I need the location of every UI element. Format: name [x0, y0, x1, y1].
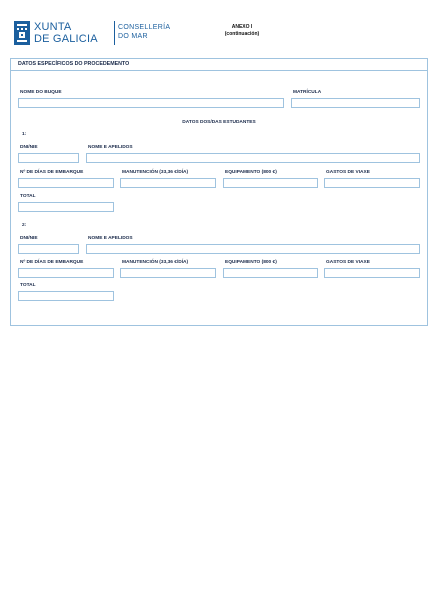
student-2-id-field[interactable]	[18, 244, 79, 254]
student-1-total-field[interactable]	[18, 202, 114, 212]
student-1-id-label: DNI/NIE	[20, 145, 38, 150]
student-2-travel-label: GASTOS DE VIAXE	[326, 260, 370, 265]
registration-label: MATRÍCULA	[293, 90, 322, 95]
student-1-maintenance-field[interactable]	[120, 178, 216, 188]
student-2-equipment-field[interactable]	[223, 268, 318, 278]
students-title: DATOS DOS/DAS ESTUDANTES	[182, 120, 256, 125]
student-2-travel-field[interactable]	[324, 268, 420, 278]
xunta-crest-icon	[14, 21, 30, 45]
student-2-name-label: NOME E APELIDOS	[88, 236, 133, 241]
student-1-total-label: TOTAL	[20, 194, 36, 199]
student-1-equipment-label: EQUIPAMENTO (800 €)	[225, 170, 277, 175]
student-1-number: 1:	[22, 132, 27, 137]
student-2-total-label: TOTAL	[20, 283, 36, 288]
student-2-name-field[interactable]	[86, 244, 420, 254]
student-1-id-field[interactable]	[18, 153, 79, 163]
student-2-equipment-label: EQUIPAMENTO (800 €)	[225, 260, 277, 265]
logo-wordmark	[34, 21, 98, 45]
student-2-days-field[interactable]	[18, 268, 114, 278]
xunta-logo	[14, 20, 171, 46]
department-line-2: DO MAR	[118, 33, 148, 40]
annex-title: ANEXO I	[231, 24, 253, 30]
student-1-name-field[interactable]	[86, 153, 420, 163]
department-line-1: CONSELLERÍA	[118, 24, 171, 31]
student-2-id-label: DNI/NIE	[20, 236, 38, 241]
student-1-travel-label: GASTOS DE VIAXE	[326, 170, 370, 175]
student-2-maintenance-field[interactable]	[120, 268, 216, 278]
vessel-name-field[interactable]	[18, 98, 284, 108]
student-1-travel-field[interactable]	[324, 178, 420, 188]
student-2-maintenance-label: MANUTENCIÓN (33,36 €/DÍA)	[122, 260, 189, 265]
vessel-name-label: NOME DO BUQUE	[20, 90, 62, 95]
logo-divider	[114, 21, 115, 45]
student-1-maintenance-label: MANUTENCIÓN (33,36 €/DÍA)	[122, 170, 189, 175]
student-1-name-label: NOME E APELIDOS	[88, 145, 133, 150]
logo-line-2: DE GALICIA	[34, 33, 98, 45]
registration-field[interactable]	[291, 98, 420, 108]
student-1-days-field[interactable]	[18, 178, 114, 188]
student-2-number: 2:	[22, 223, 27, 228]
logo-line-1: XUNTA	[34, 21, 72, 33]
annex-heading	[190, 24, 294, 38]
department-name	[118, 23, 170, 41]
student-2-total-field[interactable]	[18, 291, 114, 301]
student-2-days-label: Nº DE DÍAS DE EMBARQUE	[20, 260, 84, 265]
student-1-days-label: Nº DE DÍAS DE EMBARQUE	[20, 170, 84, 175]
section-title: DATOS ESPECÍFICOS DO PROCEDEMENTO	[10, 58, 428, 71]
student-1-equipment-field[interactable]	[223, 178, 318, 188]
annex-subtitle: (continuación)	[224, 31, 260, 37]
